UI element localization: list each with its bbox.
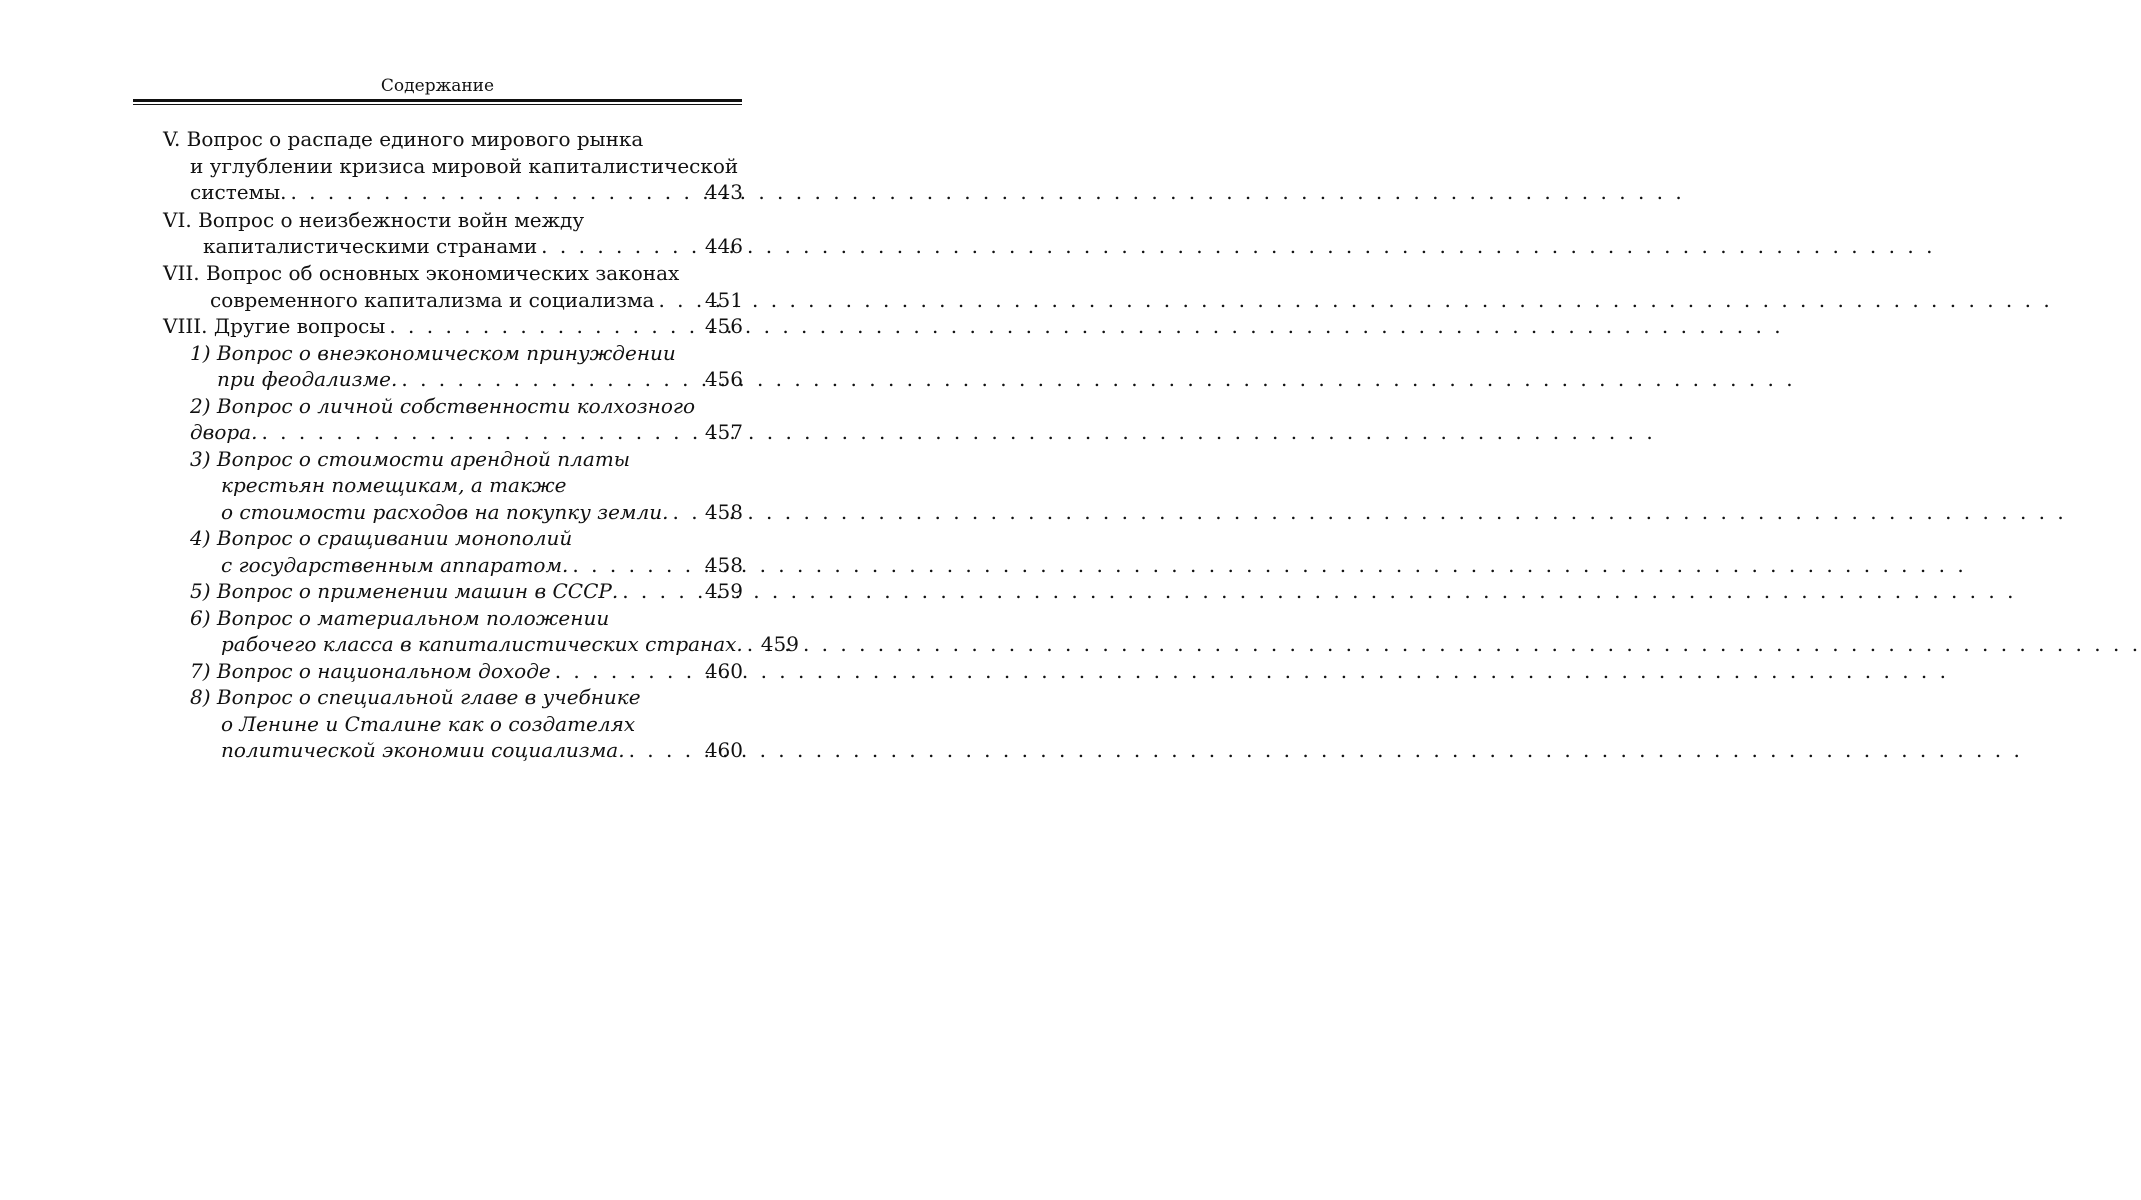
toc-subentry-8-line-3 [221, 737, 743, 763]
toc-entry-v-number: V. [163, 127, 181, 151]
running-title: Содержание [380, 76, 495, 96]
toc-entry-vii-number: VII. [163, 261, 200, 285]
toc-subentry-4-title-1: Вопрос о сращивании монополий [216, 526, 573, 550]
toc-subentry-3-line-1 [190, 446, 743, 472]
toc-subentry-4-page: 458 [704, 553, 743, 577]
toc-subentry-5-title: Вопрос о применении машин в СССР. [216, 579, 619, 603]
toc-entry-viii-number: VIII. [163, 314, 208, 338]
toc-subentry-7-line-1 [190, 658, 743, 684]
toc-entry-vii-line-1 [163, 260, 743, 286]
toc-entry-vii-title-1: Вопрос об основных экономических законах [205, 261, 680, 285]
dot-leader [290, 179, 700, 205]
dot-leader [658, 287, 700, 313]
toc-subentry-2-line-1 [190, 393, 743, 419]
toc-subentry-8-number: 8) [190, 685, 211, 709]
toc-subentry-6-page: 459 [760, 632, 799, 656]
toc-subentry-7-title: Вопрос о национальном доходе [216, 659, 551, 683]
toc-subentry-8-title-3: политической экономии социализма. [221, 738, 625, 762]
toc-subentry-2-number: 2) [190, 394, 211, 418]
toc-subentry-4-line-2 [221, 552, 743, 578]
toc-subentry-6-number: 6) [190, 606, 211, 630]
toc-subentry-7-page: 460 [704, 659, 743, 683]
toc-entry-viii-line-1 [163, 313, 743, 339]
toc-subentry-1-line-2 [217, 366, 743, 392]
toc-subentry-8-line-1 [190, 684, 743, 710]
toc-subentry-4-title-2: с государственным аппаратом. [221, 553, 569, 577]
toc-subentry-1-title-1: Вопрос о внеэкономическом принуждении [216, 341, 676, 365]
toc-subentry-6-title-1: Вопрос о материальном положении [216, 606, 610, 630]
toc-subentry-4-line-1 [190, 525, 743, 551]
toc-entry-vi-line-1 [163, 207, 743, 233]
toc-subentry-2-title-2: двора. [190, 420, 258, 444]
toc-entry-viii-heading [163, 313, 385, 339]
toc-subentry-3-page: 458 [704, 500, 743, 524]
toc-subentry-6-title-2: рабочего класса в капиталистических странах. [221, 632, 743, 656]
toc-subentry-3-number: 3) [190, 447, 211, 471]
toc-entry-vii-title-2: современного капитализма и социализма [210, 288, 655, 312]
dot-leader [261, 419, 700, 445]
toc-entry-v-page: 443 [704, 180, 743, 204]
dot-leader [672, 499, 700, 525]
toc-subentry-8-line-2: о Ленине и Сталине как о создателях [221, 712, 636, 736]
dot-leader [622, 578, 701, 604]
toc-entry-v-line-1 [163, 126, 743, 152]
toc-entry-vii-page: 451 [704, 288, 743, 312]
header-rule-thin [133, 104, 742, 105]
dot-leader [572, 552, 700, 578]
toc-subentry-4-number: 4) [190, 526, 211, 550]
toc-entry-vi-page: 446 [704, 234, 743, 258]
toc-subentry-7-number: 7) [190, 659, 211, 683]
toc-subentry-2-title-1: Вопрос о личной собственности колхозного [216, 394, 696, 418]
book-page [0, 0, 900, 1200]
dot-leader [541, 233, 701, 259]
toc-entry-vi-line-2 [203, 233, 743, 259]
toc-subentry-2-page: 457 [704, 420, 743, 444]
toc-subentry-5-number: 5) [190, 579, 211, 603]
toc-entry-vi-title-2: капиталистическими странами [203, 234, 538, 258]
header-rule-thick [133, 99, 742, 102]
toc-entry-v-title-3: системы. [190, 180, 287, 204]
toc-subentry-1-number: 1) [190, 341, 211, 365]
dot-leader [389, 313, 701, 339]
toc-subentry-5-heading [190, 578, 618, 604]
toc-subentry-5-line-1 [190, 578, 743, 604]
toc-subentry-7-heading [190, 658, 551, 684]
toc-entry-viii-page: 456 [704, 314, 743, 338]
toc-entry-vii-line-2 [210, 287, 743, 313]
toc-entry-v-line-2: и углублении кризиса мировой капиталистической [190, 154, 739, 178]
toc-subentry-6-line-2 [221, 631, 799, 657]
toc-entry-vi-number: VI. [163, 208, 192, 232]
toc-entry-v-title-1: Вопрос о распаде единого мирового рынка [186, 127, 644, 151]
toc-subentry-6-line-1 [190, 605, 743, 631]
toc-entry-vi-title-1: Вопрос о неизбежности войн между [198, 208, 585, 232]
toc-subentry-1-page: 456 [704, 367, 743, 391]
toc-subentry-1-title-2: при феодализме. [217, 367, 398, 391]
dot-leader [401, 366, 700, 392]
toc-entry-v-line-3 [190, 179, 743, 205]
toc-subentry-3-line-3 [221, 499, 743, 525]
toc-subentry-1-line-1 [190, 340, 743, 366]
toc-subentry-3-title-1: Вопрос о стоимости арендной платы [216, 447, 631, 471]
dot-leader [555, 658, 701, 684]
toc-subentry-8-page: 460 [704, 738, 743, 762]
dot-leader [747, 631, 757, 657]
toc-subentry-8-title-1: Вопрос о специальной главе в учебнике [216, 685, 641, 709]
toc-subentry-3-line-2: крестьян помещикам, а также [221, 473, 567, 497]
toc-entry-viii-title: Другие вопросы [213, 314, 386, 338]
toc-subentry-5-page: 459 [704, 579, 743, 603]
toc-subentry-3-title-3: о стоимости расходов на покупку земли. [221, 500, 669, 524]
dot-leader [629, 737, 701, 763]
toc-subentry-2-line-2 [190, 419, 743, 445]
